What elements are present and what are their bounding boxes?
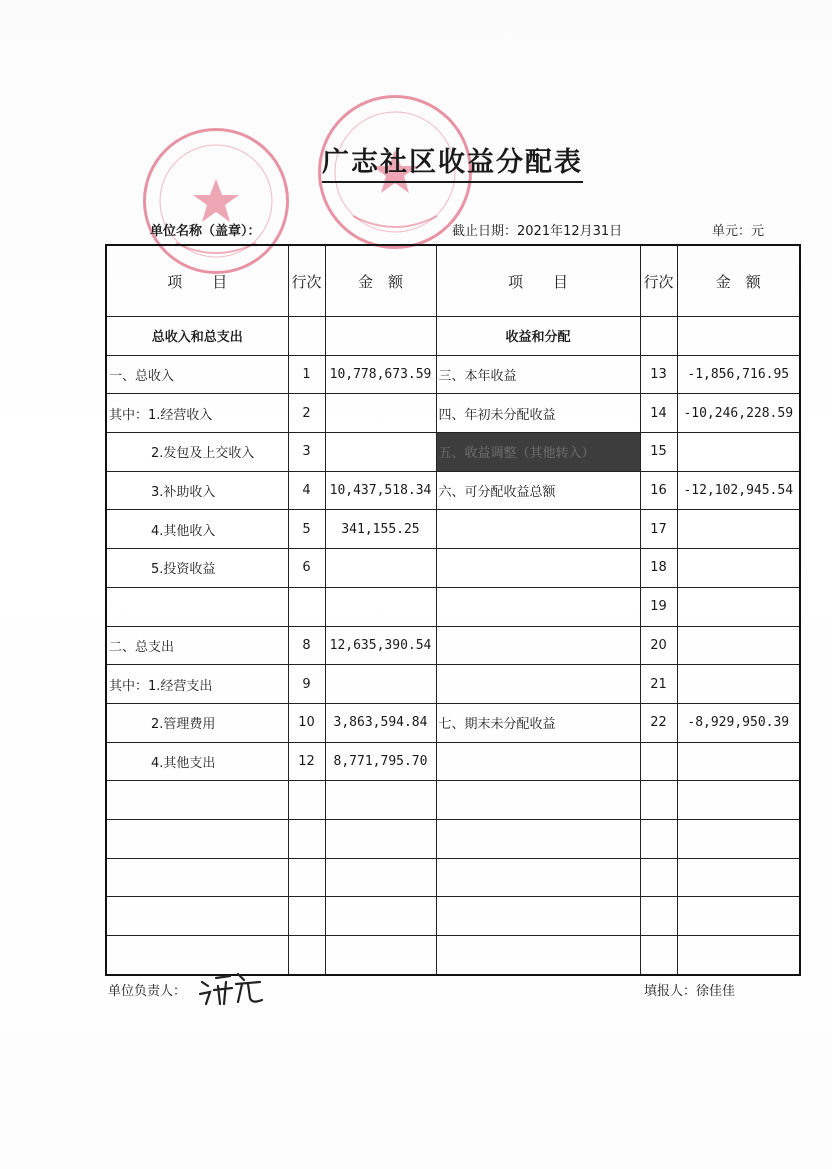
cell-line [640,819,677,858]
table-row [106,510,800,549]
cell-amount [325,858,436,897]
cell-line: 18 [640,549,677,588]
cell-item: 二、总支出 [106,626,288,665]
cell-item: 一、总收入 [106,355,288,394]
cell-line [288,936,325,975]
cell-amount: 12,635,390.54 [325,626,436,665]
header-amount-right: 金 额 [677,245,800,317]
cell-amount [677,665,800,704]
cell-item [106,587,288,626]
header-line-left: 行次 [288,245,325,317]
section-title-left: 总收入和总支出 [106,317,288,356]
table-row [106,858,800,897]
cell-line [640,317,677,356]
cell-amount [677,587,800,626]
cell-line: 10 [288,703,325,742]
cell-item: 2.发包及上交收入 [106,433,288,472]
cell-line: 13 [640,355,677,394]
income-distribution-table [105,244,801,976]
cell-line: 5 [288,510,325,549]
responsible-person-label: 单位负责人： [108,984,187,999]
table-row [106,549,800,588]
cell-line [288,819,325,858]
cell-amount [677,626,800,665]
cell-line [288,317,325,356]
cell-amount: -1,856,716.95 [677,355,800,394]
cell-amount: -10,246,228.59 [677,394,800,433]
cell-item: 3.补助收入 [106,471,288,510]
table-row [106,433,800,472]
cell-amount [677,549,800,588]
cutoff-date: 截止日期：2021年12月31日 [452,224,623,239]
reporter-label: 填报人：徐佳佳 [644,984,736,999]
cell-line: 19 [640,587,677,626]
cell-line [640,897,677,936]
cell-line: 21 [640,665,677,704]
cell-item: 其中：1.经营支出 [106,665,288,704]
cell-item: 七、期末未分配收益 [436,703,640,742]
cell-line [288,897,325,936]
cell-item [106,858,288,897]
table-row [106,471,800,510]
table-row [106,587,800,626]
cell-line: 20 [640,626,677,665]
header-line-right: 行次 [640,245,677,317]
cell-amount [325,433,436,472]
cell-amount [677,897,800,936]
table-row [106,703,800,742]
cell-line [640,936,677,975]
cell-item [436,587,640,626]
cell-amount: -12,102,945.54 [677,471,800,510]
cell-amount: 341,155.25 [325,510,436,549]
cell-item [106,819,288,858]
table-row [106,781,800,820]
table-header-row [106,245,800,317]
cell-line: 1 [288,355,325,394]
cell-line [288,858,325,897]
table-row [106,742,800,781]
table-row [106,665,800,704]
cell-amount: 10,437,518.34 [325,471,436,510]
cell-item [436,819,640,858]
table-row [106,355,800,394]
cell-amount [325,317,436,356]
cell-amount [325,936,436,975]
cell-amount: 10,778,673.59 [325,355,436,394]
section-title-right: 收益和分配 [436,317,640,356]
document-title: 广志社区收益分配表 [322,146,583,183]
cell-amount [325,897,436,936]
cell-line: 22 [640,703,677,742]
header-item-right: 项 目 [436,245,640,317]
cell-amount [677,936,800,975]
cell-item: 四、年初未分配收益 [436,394,640,433]
cell-item: 4.其他支出 [106,742,288,781]
cell-item: 4.其他收入 [106,510,288,549]
header-item-left: 项 目 [106,245,288,317]
cell-item [106,897,288,936]
cell-amount [325,394,436,433]
cell-line: 8 [288,626,325,665]
table-row [106,317,800,356]
cell-line [640,781,677,820]
cell-item: 六、可分配收益总额 [436,471,640,510]
cell-item [436,936,640,975]
cell-line: 4 [288,471,325,510]
cell-line: 15 [640,433,677,472]
cell-line: 9 [288,665,325,704]
cell-amount [677,781,800,820]
handwritten-signature [196,968,266,1008]
cell-line: 3 [288,433,325,472]
cell-item [436,858,640,897]
cell-amount [325,665,436,704]
cell-amount: 8,771,795.70 [325,742,436,781]
cell-amount: 3,863,594.84 [325,703,436,742]
cell-line: 16 [640,471,677,510]
table-row [106,819,800,858]
table-row [106,626,800,665]
cell-amount [677,742,800,781]
cell-amount [325,587,436,626]
cell-item [436,781,640,820]
cell-line [288,587,325,626]
cell-amount [677,858,800,897]
cell-item-shaded: 五、收益调整（其他转入） [436,433,640,472]
cell-line [288,781,325,820]
cell-line: 2 [288,394,325,433]
cell-item: 2.管理费用 [106,703,288,742]
cell-item [106,781,288,820]
cell-item [436,742,640,781]
cell-item [436,549,640,588]
cell-line: 17 [640,510,677,549]
cell-line: 14 [640,394,677,433]
cell-item [436,897,640,936]
cell-amount [325,819,436,858]
cell-item [436,510,640,549]
cell-item: 5.投资收益 [106,549,288,588]
cell-item [436,665,640,704]
cell-amount [677,317,800,356]
cell-line: 6 [288,549,325,588]
table-row [106,394,800,433]
cell-item: 其中：1.经营收入 [106,394,288,433]
cell-line [640,742,677,781]
unit-name-label: 单位名称（盖章）： [150,224,261,239]
cell-amount [677,433,800,472]
cell-line: 12 [288,742,325,781]
cell-amount [677,510,800,549]
cell-item: 三、本年收益 [436,355,640,394]
cell-item [436,626,640,665]
currency-unit: 单元：元 [712,224,765,239]
cell-amount [325,549,436,588]
cell-amount [325,781,436,820]
cell-amount [677,819,800,858]
cell-amount: -8,929,950.39 [677,703,800,742]
table-row [106,897,800,936]
cell-line [640,858,677,897]
header-amount-left: 金 额 [325,245,436,317]
